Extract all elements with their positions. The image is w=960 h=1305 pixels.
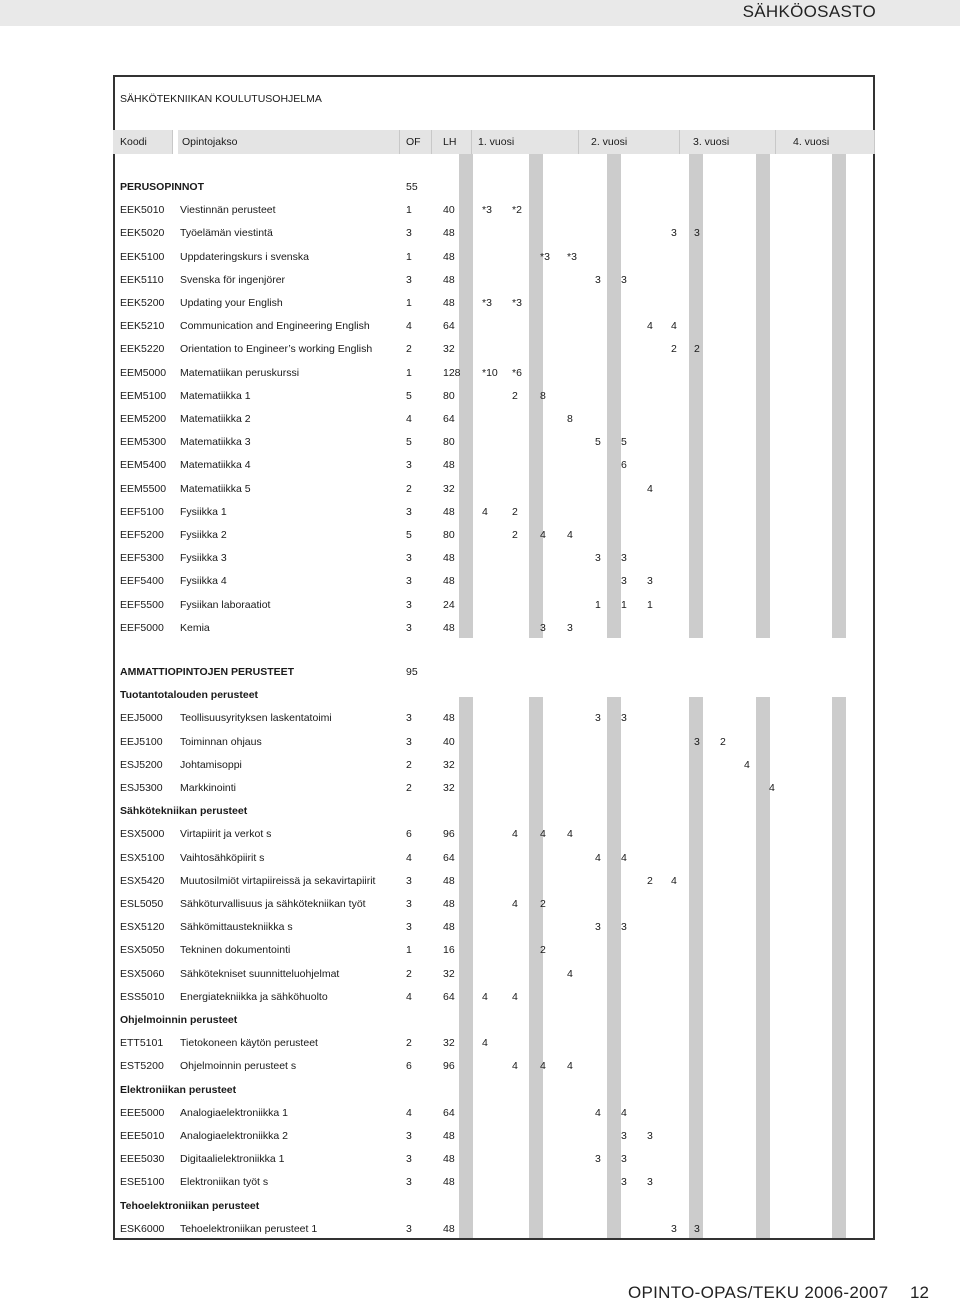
subgroup-heading: Tehoelektroniikan perusteet xyxy=(120,1199,260,1212)
course-hours: 48 xyxy=(443,874,455,887)
course-credits: 3 xyxy=(406,1222,412,1235)
course-credits: 3 xyxy=(406,552,412,565)
course-code: EEM5100 xyxy=(120,389,167,402)
col-header-year3: 3. vuosi xyxy=(693,136,730,148)
course-code: ESX5420 xyxy=(120,874,165,887)
course-credits: 3 xyxy=(406,898,412,910)
period-hours: 4 xyxy=(621,851,627,864)
course-code: ESX5060 xyxy=(120,967,165,980)
period-hours: 4 xyxy=(512,1060,518,1073)
period-hours: 3 xyxy=(647,1130,653,1142)
course-credits: 3 xyxy=(406,874,412,887)
course-hours: 32 xyxy=(443,782,455,794)
period-hours: *3 xyxy=(567,250,577,263)
course-name: Matematiikka 2 xyxy=(180,413,251,425)
period-hours: *3 xyxy=(512,297,522,309)
course-name: Sähkömittaustekniikka s xyxy=(180,921,293,934)
course-hours: 24 xyxy=(443,598,455,611)
course-name: Virtapiirit ja verkot s xyxy=(180,828,272,841)
course-credits: 3 xyxy=(406,1176,412,1189)
period-hours: 3 xyxy=(595,712,601,725)
period-hours: *3 xyxy=(482,204,492,217)
period-column-shade xyxy=(459,154,473,638)
period-hours: 3 xyxy=(595,273,601,286)
col-header-year4: 4. vuosi xyxy=(793,136,830,148)
course-name: Svenska för ingenjörer xyxy=(180,273,286,286)
course-name: Orientation to Engineer’s working English xyxy=(180,343,373,356)
course-credits: 3 xyxy=(406,1153,412,1166)
period-column-shade xyxy=(607,697,621,1238)
course-code: EEF5400 xyxy=(120,575,164,588)
subgroup-heading: Elektroniikan perusteet xyxy=(120,1083,237,1096)
course-code: EEM5300 xyxy=(120,436,167,449)
course-hours: 48 xyxy=(443,552,455,565)
course-credits: 5 xyxy=(406,436,412,449)
course-credits: 4 xyxy=(406,413,412,425)
course-hours: 48 xyxy=(443,898,455,910)
col-header-year2: 2. vuosi xyxy=(591,136,628,148)
course-name: Matematiikka 3 xyxy=(180,436,251,449)
course-credits: 3 xyxy=(406,598,412,611)
period-hours: 3 xyxy=(621,273,627,286)
course-code: ESX5120 xyxy=(120,921,165,934)
period-hours: 4 xyxy=(567,828,573,841)
course-code: EEK5020 xyxy=(120,227,165,240)
period-column-shade xyxy=(756,697,770,1238)
course-hours: 32 xyxy=(443,343,455,356)
period-hours: 4 xyxy=(744,758,750,771)
subgroup-heading: Sähkötekniikan perusteet xyxy=(120,805,248,818)
course-code: ESX5050 xyxy=(120,944,165,957)
course-code: ESJ5300 xyxy=(120,782,163,794)
course-code: EEF5500 xyxy=(120,598,164,611)
course-credits: 2 xyxy=(406,758,412,771)
period-hours: 3 xyxy=(671,1222,677,1235)
period-hours: 2 xyxy=(540,944,546,957)
course-hours: 48 xyxy=(443,1153,455,1166)
course-hours: 48 xyxy=(443,621,455,634)
course-credits: 3 xyxy=(406,575,412,588)
period-hours: 6 xyxy=(621,459,627,472)
period-hours: 3 xyxy=(540,621,546,634)
period-hours: 2 xyxy=(647,874,653,887)
period-hours: 4 xyxy=(512,990,518,1003)
course-name: Matematiikka 1 xyxy=(180,389,251,402)
period-hours: 3 xyxy=(621,1176,627,1189)
course-code: EEE5000 xyxy=(120,1106,165,1119)
course-hours: 64 xyxy=(443,851,455,864)
footer-title: OPINTO-OPAS/TEKU 2006-2007 xyxy=(628,1283,889,1302)
period-hours: 3 xyxy=(694,1222,700,1235)
period-hours: 3 xyxy=(621,552,627,565)
group-credits: 55 xyxy=(406,181,418,193)
period-hours: 3 xyxy=(595,1153,601,1166)
course-credits: 6 xyxy=(406,1060,412,1073)
period-hours: 4 xyxy=(482,1037,488,1050)
period-column-shade xyxy=(832,697,846,1238)
period-hours: 2 xyxy=(540,898,546,910)
course-name: Sähköturvallisuus ja sähkötekniikan työt xyxy=(180,898,366,910)
course-name: Teollisuusyrityksen laskentatoimi xyxy=(180,712,332,725)
course-code: EEM5500 xyxy=(120,482,167,495)
course-credits: 3 xyxy=(406,712,412,725)
period-hours: 4 xyxy=(647,320,653,333)
course-credits: 4 xyxy=(406,851,412,864)
period-hours: 4 xyxy=(595,1106,601,1119)
subgroup-heading: Ohjelmoinnin perusteet xyxy=(120,1014,238,1026)
course-name: Sähkötekniset suunnitteluohjelmat xyxy=(180,967,340,980)
course-hours: 40 xyxy=(443,735,455,748)
group-heading: AMMATTIOPINTOJEN PERUSTEET xyxy=(120,666,295,678)
course-name: Kemia xyxy=(180,621,210,634)
period-hours: *6 xyxy=(512,366,522,379)
course-hours: 48 xyxy=(443,921,455,934)
course-credits: 3 xyxy=(406,1130,412,1142)
course-hours: 48 xyxy=(443,227,455,240)
col-header-year1: 1. vuosi xyxy=(478,136,515,148)
course-hours: 32 xyxy=(443,758,455,771)
course-code: EEF5000 xyxy=(120,621,164,634)
period-hours: 4 xyxy=(482,990,488,1003)
period-hours: 4 xyxy=(567,1060,573,1073)
course-code: EEE5010 xyxy=(120,1130,165,1142)
period-hours: 3 xyxy=(621,712,627,725)
course-code: EEF5300 xyxy=(120,552,164,565)
course-credits: 1 xyxy=(406,250,412,263)
period-hours: 4 xyxy=(671,874,677,887)
course-name: Fysiikka 3 xyxy=(180,552,227,565)
course-credits: 1 xyxy=(406,297,412,309)
course-name: Digitaalielektroniikka 1 xyxy=(180,1153,285,1166)
course-code: EST5200 xyxy=(120,1060,164,1073)
period-hours: 2 xyxy=(720,735,726,748)
period-hours: *3 xyxy=(540,250,550,263)
period-hours: 3 xyxy=(671,227,677,240)
course-hours: 80 xyxy=(443,436,455,449)
course-code: EEK5110 xyxy=(120,273,164,286)
course-name: Tietokoneen käytön perusteet xyxy=(180,1037,318,1050)
period-column-shade xyxy=(529,697,543,1238)
course-credits: 3 xyxy=(406,505,412,518)
course-code: EEK5010 xyxy=(120,204,165,217)
period-hours: 4 xyxy=(769,782,775,794)
course-credits: 3 xyxy=(406,621,412,634)
period-column-shade xyxy=(756,154,770,638)
course-hours: 48 xyxy=(443,459,455,472)
course-name: Fysiikka 2 xyxy=(180,529,227,541)
group-credits: 95 xyxy=(406,666,418,678)
period-hours: 3 xyxy=(621,1153,627,1166)
course-credits: 4 xyxy=(406,1106,412,1119)
period-hours: 3 xyxy=(595,921,601,934)
course-name: Ohjelmoinnin perusteet s xyxy=(180,1060,297,1073)
period-hours: 1 xyxy=(647,598,653,611)
course-credits: 1 xyxy=(406,366,412,379)
col-header-of: OF xyxy=(406,136,421,148)
course-code: EEK5100 xyxy=(120,250,165,263)
course-name: Markkinointi xyxy=(180,782,237,794)
course-code: EEM5400 xyxy=(120,459,167,472)
course-name: Fysiikka 1 xyxy=(180,505,227,518)
course-name: Tehoelektroniikan perusteet 1 xyxy=(180,1222,318,1235)
period-hours: 2 xyxy=(512,529,518,541)
course-name: Fysiikan laboraatiot xyxy=(180,598,271,611)
course-hours: 48 xyxy=(443,1222,455,1235)
period-hours: 4 xyxy=(540,1060,546,1073)
period-hours: 2 xyxy=(671,343,677,356)
subgroup-heading: Tuotantotalouden perusteet xyxy=(120,689,259,702)
period-hours: 4 xyxy=(540,828,546,841)
period-hours: 4 xyxy=(512,828,518,841)
course-code: EEK5210 xyxy=(120,320,165,333)
period-hours: 5 xyxy=(621,436,627,449)
course-name: Toiminnan ohjaus xyxy=(180,735,262,748)
period-hours: 4 xyxy=(595,851,601,864)
course-hours: 80 xyxy=(443,529,455,541)
period-hours: *3 xyxy=(482,297,492,309)
course-code: EEM5200 xyxy=(120,413,167,425)
period-hours: 3 xyxy=(694,735,700,748)
course-credits: 1 xyxy=(406,944,412,957)
course-hours: 64 xyxy=(443,413,455,425)
course-code: ESE5100 xyxy=(120,1176,165,1189)
course-hours: 96 xyxy=(443,828,455,841)
course-code: EEJ5100 xyxy=(120,735,163,748)
course-code: EEF5100 xyxy=(120,505,164,518)
col-header-course: Opintojakso xyxy=(182,136,238,148)
course-credits: 5 xyxy=(406,389,412,402)
period-hours: 3 xyxy=(647,1176,653,1189)
course-name: Johtamisoppi xyxy=(180,758,242,771)
course-credits: 2 xyxy=(406,482,412,495)
period-column-shade xyxy=(832,154,846,638)
period-hours: 4 xyxy=(567,529,573,541)
col-header-lh: LH xyxy=(443,136,457,148)
period-hours: 1 xyxy=(595,598,601,611)
course-hours: 64 xyxy=(443,320,455,333)
course-code: EEK5200 xyxy=(120,297,165,309)
course-credits: 6 xyxy=(406,828,412,841)
course-code: EEK5220 xyxy=(120,343,165,356)
course-hours: 96 xyxy=(443,1060,455,1073)
period-column-shade xyxy=(607,154,621,638)
course-code: EEE5030 xyxy=(120,1153,165,1166)
course-credits: 3 xyxy=(406,459,412,472)
period-hours: 3 xyxy=(647,575,653,588)
course-credits: 3 xyxy=(406,227,412,240)
course-hours: 48 xyxy=(443,712,455,725)
course-credits: 3 xyxy=(406,273,412,286)
course-name: Analogiaelektroniikka 1 xyxy=(180,1106,288,1119)
course-credits: 4 xyxy=(406,990,412,1003)
course-name: Elektroniikan työt s xyxy=(180,1176,269,1189)
page-number: 12 xyxy=(910,1283,929,1302)
period-hours: *10 xyxy=(482,366,498,379)
course-code: ESX5100 xyxy=(120,851,165,864)
course-credits: 5 xyxy=(406,529,412,541)
course-hours: 48 xyxy=(443,505,455,518)
period-hours: 2 xyxy=(512,505,518,518)
course-credits: 1 xyxy=(406,204,412,217)
course-code: ESX5000 xyxy=(120,828,165,841)
period-hours: *2 xyxy=(512,204,522,217)
course-code: ESJ5200 xyxy=(120,758,163,771)
section-title: SÄHKÖOSASTO xyxy=(742,2,876,21)
period-hours: 4 xyxy=(671,320,677,333)
group-heading: PERUSOPINNOT xyxy=(120,181,205,193)
course-code: ETT5101 xyxy=(120,1037,164,1050)
course-name: Viestinnän perusteet xyxy=(180,204,276,217)
course-name: Energiatekniikka ja sähköhuolto xyxy=(180,990,328,1003)
course-name: Updating your English xyxy=(180,297,283,309)
course-hours: 32 xyxy=(443,967,455,980)
course-hours: 40 xyxy=(443,204,455,217)
course-hours: 128 xyxy=(443,366,461,379)
period-column-shade xyxy=(459,697,473,1238)
course-code: EEM5000 xyxy=(120,366,167,379)
course-code: ESS5010 xyxy=(120,990,165,1003)
period-hours: 3 xyxy=(621,575,627,588)
period-hours: 5 xyxy=(595,436,601,449)
period-hours: 2 xyxy=(512,389,518,402)
course-hours: 64 xyxy=(443,1106,455,1119)
course-name: Communication and Engineering English xyxy=(180,320,370,333)
course-hours: 16 xyxy=(443,944,455,957)
program-title: SÄHKÖTEKNIIKAN KOULUTUSOHJELMA xyxy=(120,93,322,105)
course-hours: 48 xyxy=(443,250,455,263)
course-hours: 32 xyxy=(443,1037,455,1050)
course-name: Tekninen dokumentointi xyxy=(180,944,291,957)
period-hours: 4 xyxy=(512,898,518,910)
course-name: Matematiikan peruskurssi xyxy=(180,366,300,379)
course-name: Uppdateringskurs i svenska xyxy=(180,250,309,263)
course-code: EEF5200 xyxy=(120,529,164,541)
course-name: Matematiikka 5 xyxy=(180,482,251,495)
period-hours: 3 xyxy=(621,921,627,934)
course-name: Työelämän viestintä xyxy=(180,227,273,240)
period-hours: 3 xyxy=(694,227,700,240)
course-code: ESL5050 xyxy=(120,898,164,910)
course-name: Matematiikka 4 xyxy=(180,459,251,472)
course-hours: 64 xyxy=(443,990,455,1003)
course-hours: 48 xyxy=(443,575,455,588)
course-name: Vaihtosähköpiirit s xyxy=(180,851,265,864)
period-hours: 2 xyxy=(694,343,700,356)
period-hours: 3 xyxy=(621,1130,627,1142)
course-credits: 2 xyxy=(406,1037,412,1050)
period-hours: 4 xyxy=(540,529,546,541)
period-hours: 8 xyxy=(567,413,573,425)
course-hours: 48 xyxy=(443,297,455,309)
course-hours: 32 xyxy=(443,482,455,495)
course-name: Muutosilmiöt virtapiireissä ja sekavirtapiirit xyxy=(180,874,376,887)
course-code: ESK6000 xyxy=(120,1222,165,1235)
course-credits: 4 xyxy=(406,320,412,333)
period-hours: 4 xyxy=(647,482,653,495)
period-hours: 1 xyxy=(621,598,627,611)
period-hours: 4 xyxy=(482,505,488,518)
period-hours: 4 xyxy=(621,1106,627,1119)
course-hours: 80 xyxy=(443,389,455,402)
course-name: Analogiaelektroniikka 2 xyxy=(180,1130,288,1142)
course-credits: 3 xyxy=(406,735,412,748)
course-code: EEJ5000 xyxy=(120,712,163,725)
course-hours: 48 xyxy=(443,273,455,286)
course-hours: 48 xyxy=(443,1176,455,1189)
course-name: Fysiikka 4 xyxy=(180,575,227,588)
course-credits: 2 xyxy=(406,967,412,980)
course-hours: 48 xyxy=(443,1130,455,1142)
period-hours: 3 xyxy=(595,552,601,565)
course-credits: 2 xyxy=(406,782,412,794)
period-hours: 4 xyxy=(567,967,573,980)
period-hours: 8 xyxy=(540,389,546,402)
col-header-code: Koodi xyxy=(120,136,147,148)
period-hours: 3 xyxy=(567,621,573,634)
course-credits: 2 xyxy=(406,343,412,356)
period-column-shade xyxy=(689,697,703,1238)
course-credits: 3 xyxy=(406,921,412,934)
